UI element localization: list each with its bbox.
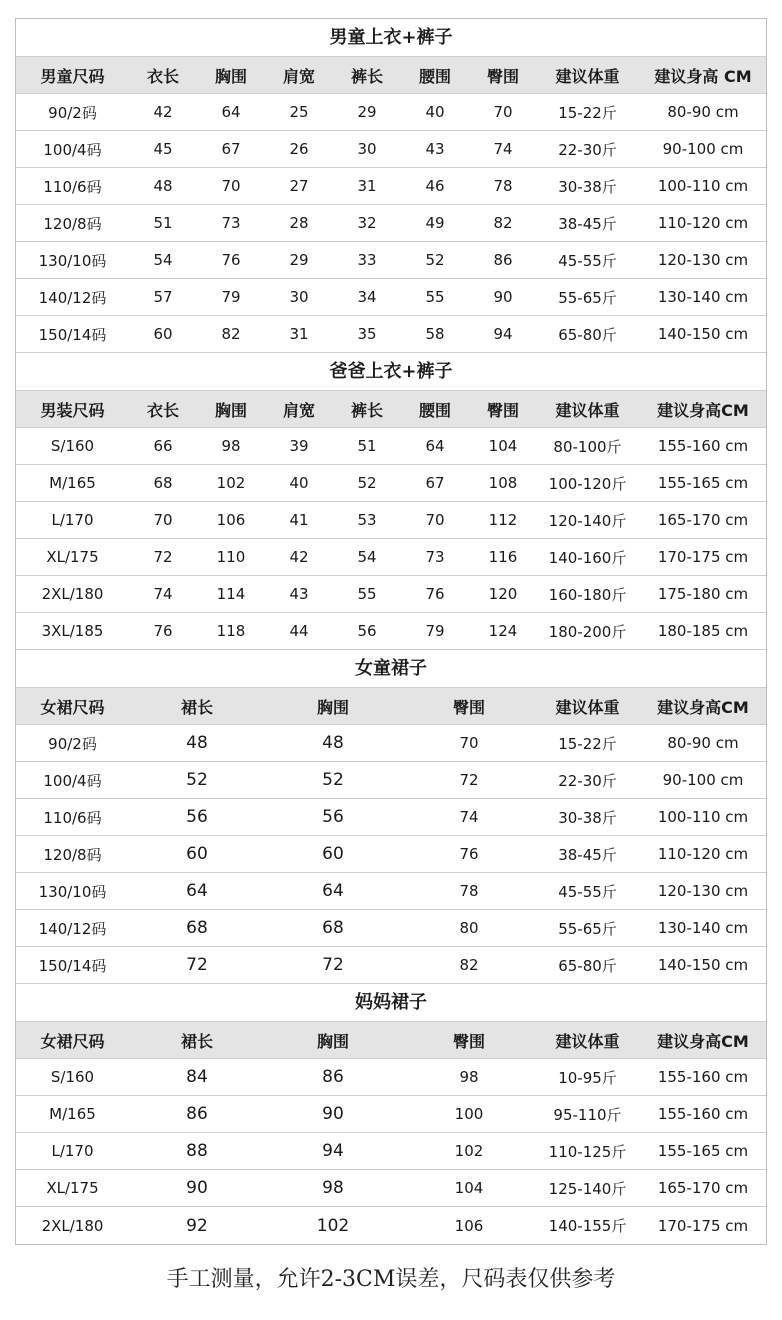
header-cell: 胸围 — [316, 1031, 349, 1051]
table-cell: 70 — [493, 103, 513, 121]
table-row — [16, 836, 766, 873]
table-cell: 44 — [289, 622, 309, 640]
header-cell: 女裙尺码 — [40, 697, 105, 717]
table-cell: 22-30斤 — [558, 140, 617, 159]
table-cell: 78 — [493, 177, 513, 195]
table-cell: 51 — [357, 437, 377, 455]
table-cell: 104 — [454, 1179, 484, 1197]
header-cell: 腰围 — [418, 400, 451, 420]
header-cell: 裙长 — [180, 1031, 213, 1051]
table-cell: 48 — [186, 733, 208, 753]
header-cell: 建议身高 CM — [654, 66, 752, 86]
table-cell: 2XL/180 — [41, 585, 104, 603]
table-row — [16, 910, 766, 947]
table-row — [16, 131, 766, 168]
table-cell: 114 — [216, 585, 246, 603]
table-cell: 60 — [153, 325, 173, 343]
table-cell: 41 — [289, 511, 309, 529]
header-cell: 衣长 — [146, 66, 179, 86]
table-cell: 15-22斤 — [558, 734, 617, 753]
table-cell: 66 — [153, 437, 173, 455]
table-cell: 86 — [186, 1104, 208, 1124]
header-cell: 臀围 — [486, 66, 519, 86]
table-cell: 52 — [425, 251, 445, 269]
table-cell: 65-80斤 — [558, 325, 617, 344]
table-cell: 86 — [493, 251, 513, 269]
table-cell: S/160 — [50, 437, 95, 455]
table-cell: 82 — [459, 956, 479, 974]
table-cell: 112 — [488, 511, 518, 529]
table-cell: 90 — [186, 1178, 208, 1198]
table-cell: 118 — [216, 622, 246, 640]
header-cell: 建议身高CM — [657, 1031, 749, 1051]
table-cell: 3XL/185 — [41, 622, 104, 640]
table-body-girls — [16, 725, 766, 984]
table-cell: 64 — [186, 881, 208, 901]
table-cell: 68 — [322, 918, 344, 938]
header-cell: 腰围 — [418, 66, 451, 86]
table-cell: 45-55斤 — [558, 251, 617, 270]
table-cell: 32 — [357, 214, 377, 232]
table-cell: 79 — [425, 622, 445, 640]
table-cell: 140-150 cm — [657, 956, 749, 974]
table-cell: M/165 — [49, 1105, 96, 1123]
table-cell: 155-165 cm — [657, 474, 749, 492]
table-cell: 49 — [425, 214, 445, 232]
header-cell: 男装尺码 — [40, 400, 105, 420]
table-cell: 140/12码 — [38, 919, 107, 938]
table-cell: 40 — [289, 474, 309, 492]
header-cell: 臀围 — [452, 697, 485, 717]
table-cell: 72 — [322, 955, 344, 975]
table-cell: 55-65斤 — [558, 919, 617, 938]
table-cell: 45 — [153, 140, 173, 158]
table-cell: 76 — [425, 585, 445, 603]
table-cell: 56 — [357, 622, 377, 640]
table-cell: 108 — [488, 474, 518, 492]
table-cell: 140-160斤 — [548, 548, 627, 567]
table-cell: 68 — [153, 474, 173, 492]
table-cell: 110/6码 — [43, 808, 102, 827]
header-cell: 臀围 — [452, 1031, 485, 1051]
table-cell: 130-140 cm — [657, 919, 749, 937]
table-cell: 180-200斤 — [548, 622, 627, 641]
table-cell: 54 — [357, 548, 377, 566]
table-cell: M/165 — [49, 474, 96, 492]
table-row — [16, 1170, 766, 1207]
table-cell: 70 — [153, 511, 173, 529]
table-header-row — [16, 688, 766, 725]
table-cell: 90 — [322, 1104, 344, 1124]
table-cell: 110/6码 — [43, 177, 102, 196]
table-cell: 52 — [357, 474, 377, 492]
table-cell: 120/8码 — [43, 845, 102, 864]
table-cell: 120 — [488, 585, 518, 603]
table-cell: 104 — [488, 437, 518, 455]
table-row — [16, 502, 766, 539]
table-cell: 34 — [357, 288, 377, 306]
table-cell: 125-140斤 — [548, 1179, 627, 1198]
table-cell: 74 — [459, 808, 479, 826]
table-row — [16, 762, 766, 799]
table-cell: 130/10码 — [38, 251, 107, 270]
table-cell: XL/175 — [46, 1179, 99, 1197]
table-row — [16, 205, 766, 242]
table-cell: 45-55斤 — [558, 882, 617, 901]
header-cell: 建议体重 — [555, 400, 620, 420]
table-cell: 94 — [322, 1141, 344, 1161]
table-title-boys: 男童上衣+裤子 — [16, 19, 766, 57]
table-cell: 70 — [425, 511, 445, 529]
table-cell: 25 — [289, 103, 309, 121]
table-cell: L/170 — [51, 511, 94, 529]
table-row — [16, 539, 766, 576]
table-title-dad: 爸爸上衣+裤子 — [16, 353, 766, 391]
table-title-girls: 女童裙子 — [16, 650, 766, 688]
table-row — [16, 1096, 766, 1133]
table-cell: 120/8码 — [43, 214, 102, 233]
table-cell: 120-140斤 — [548, 511, 627, 530]
table-cell: 26 — [289, 140, 309, 158]
table-cell: 73 — [221, 214, 241, 232]
table-cell: 140/12码 — [38, 288, 107, 307]
table-cell: 155-160 cm — [657, 1105, 749, 1123]
table-row — [16, 279, 766, 316]
table-cell: 31 — [357, 177, 377, 195]
table-cell: 73 — [425, 548, 445, 566]
table-cell: 150/14码 — [38, 956, 107, 975]
table-cell: 106 — [216, 511, 246, 529]
table-cell: 64 — [425, 437, 445, 455]
table-cell: 30-38斤 — [558, 808, 617, 827]
table-cell: 110-125斤 — [548, 1142, 627, 1161]
table-cell: 22-30斤 — [558, 771, 617, 790]
table-cell: 39 — [289, 437, 309, 455]
table-body-mom — [16, 1059, 766, 1244]
table-cell: 130/10码 — [38, 882, 107, 901]
table-cell: 150/14码 — [38, 325, 107, 344]
table-row — [16, 799, 766, 836]
size-chart — [15, 18, 767, 1245]
table-cell: 65-80斤 — [558, 956, 617, 975]
table-cell: 43 — [425, 140, 445, 158]
table-row — [16, 428, 766, 465]
table-cell: 52 — [186, 770, 208, 790]
table-cell: 95-110斤 — [553, 1105, 622, 1124]
table-cell: 100/4码 — [43, 140, 102, 159]
table-cell: 80 — [459, 919, 479, 937]
table-cell: 155-160 cm — [657, 1068, 749, 1086]
table-cell: 40 — [425, 103, 445, 121]
table-cell: 80-100斤 — [553, 437, 622, 456]
table-cell: 33 — [357, 251, 377, 269]
table-cell: 38-45斤 — [558, 845, 617, 864]
table-cell: 29 — [289, 251, 309, 269]
table-header-row — [16, 1022, 766, 1059]
header-cell: 裤长 — [350, 66, 383, 86]
table-cell: 28 — [289, 214, 309, 232]
header-cell: 臀围 — [486, 400, 519, 420]
table-cell: 86 — [322, 1067, 344, 1087]
table-cell: 170-175 cm — [657, 548, 749, 566]
table-cell: 27 — [289, 177, 309, 195]
table-cell: 160-180斤 — [548, 585, 627, 604]
table-cell: 80-90 cm — [667, 734, 739, 752]
table-cell: 29 — [357, 103, 377, 121]
table-cell: 55-65斤 — [558, 288, 617, 307]
header-cell: 肩宽 — [282, 400, 315, 420]
table-cell: 76 — [153, 622, 173, 640]
table-cell: 100 — [454, 1105, 484, 1123]
table-cell: 53 — [357, 511, 377, 529]
table-cell: 80-90 cm — [667, 103, 739, 121]
header-cell: 建议体重 — [555, 1031, 620, 1051]
table-cell: S/160 — [50, 1068, 95, 1086]
table-cell: 102 — [216, 474, 246, 492]
table-cell: 78 — [459, 882, 479, 900]
table-cell: 130-140 cm — [657, 288, 749, 306]
table-cell: 15-22斤 — [558, 103, 617, 122]
table-row — [16, 613, 766, 650]
table-cell: 98 — [322, 1178, 344, 1198]
table-cell: 100-120斤 — [548, 474, 627, 493]
table-cell: 90 — [493, 288, 513, 306]
table-cell: 165-170 cm — [657, 511, 749, 529]
table-cell: 120-130 cm — [657, 251, 749, 269]
table-cell: 74 — [493, 140, 513, 158]
header-cell: 建议体重 — [555, 66, 620, 86]
table-cell: 100-110 cm — [657, 808, 749, 826]
table-cell: 76 — [459, 845, 479, 863]
table-cell: 64 — [221, 103, 241, 121]
table-cell: 98 — [221, 437, 241, 455]
table-cell: 90-100 cm — [662, 140, 744, 158]
table-row — [16, 873, 766, 910]
header-cell: 裤长 — [350, 400, 383, 420]
table-row — [16, 725, 766, 762]
table-cell: 2XL/180 — [41, 1216, 104, 1235]
table-cell: L/170 — [51, 1142, 94, 1160]
table-cell: 102 — [316, 1215, 350, 1236]
table-cell: 140-150 cm — [657, 325, 749, 343]
header-cell: 男童尺码 — [40, 66, 105, 86]
table-cell: 60 — [186, 844, 208, 864]
table-cell: 88 — [186, 1141, 208, 1161]
table-cell: 68 — [186, 918, 208, 938]
table-cell: 175-180 cm — [657, 585, 749, 603]
table-cell: 90-100 cm — [662, 771, 744, 789]
table-cell: 51 — [153, 214, 173, 232]
table-cell: 31 — [289, 325, 309, 343]
table-cell: 82 — [493, 214, 513, 232]
table-cell: 42 — [289, 548, 309, 566]
table-cell: 67 — [221, 140, 241, 158]
table-cell: 48 — [153, 177, 173, 195]
table-header-row — [16, 57, 766, 94]
table-cell: 124 — [488, 622, 518, 640]
table-cell: 35 — [357, 325, 377, 343]
table-row — [16, 465, 766, 502]
header-cell: 衣长 — [146, 400, 179, 420]
table-cell: 140-155斤 — [548, 1217, 627, 1235]
table-cell: 100-110 cm — [657, 177, 749, 195]
table-cell: 102 — [454, 1142, 484, 1160]
header-cell: 建议身高CM — [657, 400, 749, 420]
table-cell: 120-130 cm — [657, 882, 749, 900]
table-cell: 72 — [153, 548, 173, 566]
table-cell: 82 — [221, 325, 241, 343]
table-cell: 42 — [153, 103, 173, 121]
table-cell: 46 — [425, 177, 445, 195]
table-cell: 67 — [425, 474, 445, 492]
header-cell: 胸围 — [316, 697, 349, 717]
table-cell: 60 — [322, 844, 344, 864]
table-cell: 72 — [459, 771, 479, 789]
table-cell: 110-120 cm — [657, 214, 749, 232]
table-cell: XL/175 — [46, 548, 99, 566]
header-cell: 女裙尺码 — [40, 1031, 105, 1051]
table-cell: 58 — [425, 325, 445, 343]
table-row — [16, 316, 766, 353]
table-cell: 57 — [153, 288, 173, 306]
table-cell: 116 — [488, 548, 518, 566]
header-cell: 胸围 — [214, 66, 247, 86]
table-cell: 30 — [357, 140, 377, 158]
table-cell: 110 — [216, 548, 246, 566]
table-row — [16, 242, 766, 279]
table-body-boys — [16, 94, 766, 353]
table-row — [16, 1207, 766, 1244]
table-cell: 56 — [322, 807, 344, 827]
header-cell: 肩宽 — [282, 66, 315, 86]
header-cell: 裙长 — [180, 697, 213, 717]
table-cell: 72 — [186, 955, 208, 975]
table-cell: 94 — [493, 325, 513, 343]
table-cell: 56 — [186, 807, 208, 827]
table-cell: 92 — [186, 1215, 208, 1236]
footer-note: 手工测量，允许2-3CM误差，尺码表仅供参考 — [166, 1267, 616, 1292]
table-cell: 64 — [322, 881, 344, 901]
table-cell: 70 — [459, 734, 479, 752]
table-header-row — [16, 391, 766, 428]
table-cell: 180-185 cm — [657, 622, 749, 640]
table-row — [16, 947, 766, 984]
table-cell: 90/2码 — [48, 103, 97, 122]
table-cell: 55 — [425, 288, 445, 306]
table-cell: 70 — [221, 177, 241, 195]
table-cell: 110-120 cm — [657, 845, 749, 863]
table-cell: 30 — [289, 288, 309, 306]
table-title-mom: 妈妈裙子 — [16, 984, 766, 1022]
table-cell: 170-175 cm — [657, 1216, 749, 1235]
table-row — [16, 1059, 766, 1096]
table-cell: 155-160 cm — [657, 437, 749, 455]
table-row — [16, 576, 766, 613]
table-cell: 155-165 cm — [657, 1142, 749, 1160]
table-cell: 55 — [357, 585, 377, 603]
table-cell: 74 — [153, 585, 173, 603]
table-cell: 30-38斤 — [558, 177, 617, 196]
table-cell: 165-170 cm — [657, 1179, 749, 1197]
table-cell: 48 — [322, 733, 344, 753]
table-cell: 84 — [186, 1067, 208, 1087]
table-row — [16, 168, 766, 205]
table-cell: 76 — [221, 251, 241, 269]
table-cell: 98 — [459, 1068, 479, 1086]
header-cell: 建议体重 — [555, 697, 620, 717]
header-cell: 建议身高CM — [657, 697, 749, 717]
table-cell: 79 — [221, 288, 241, 306]
table-cell: 38-45斤 — [558, 214, 617, 233]
table-row — [16, 94, 766, 131]
table-cell: 10-95斤 — [558, 1068, 617, 1087]
header-cell: 胸围 — [214, 400, 247, 420]
table-body-dad — [16, 428, 766, 650]
table-cell: 100/4码 — [43, 771, 102, 790]
table-cell: 54 — [153, 251, 173, 269]
table-cell: 106 — [454, 1216, 484, 1235]
table-row — [16, 1133, 766, 1170]
table-cell: 43 — [289, 585, 309, 603]
table-cell: 52 — [322, 770, 344, 790]
table-cell: 90/2码 — [48, 734, 97, 753]
